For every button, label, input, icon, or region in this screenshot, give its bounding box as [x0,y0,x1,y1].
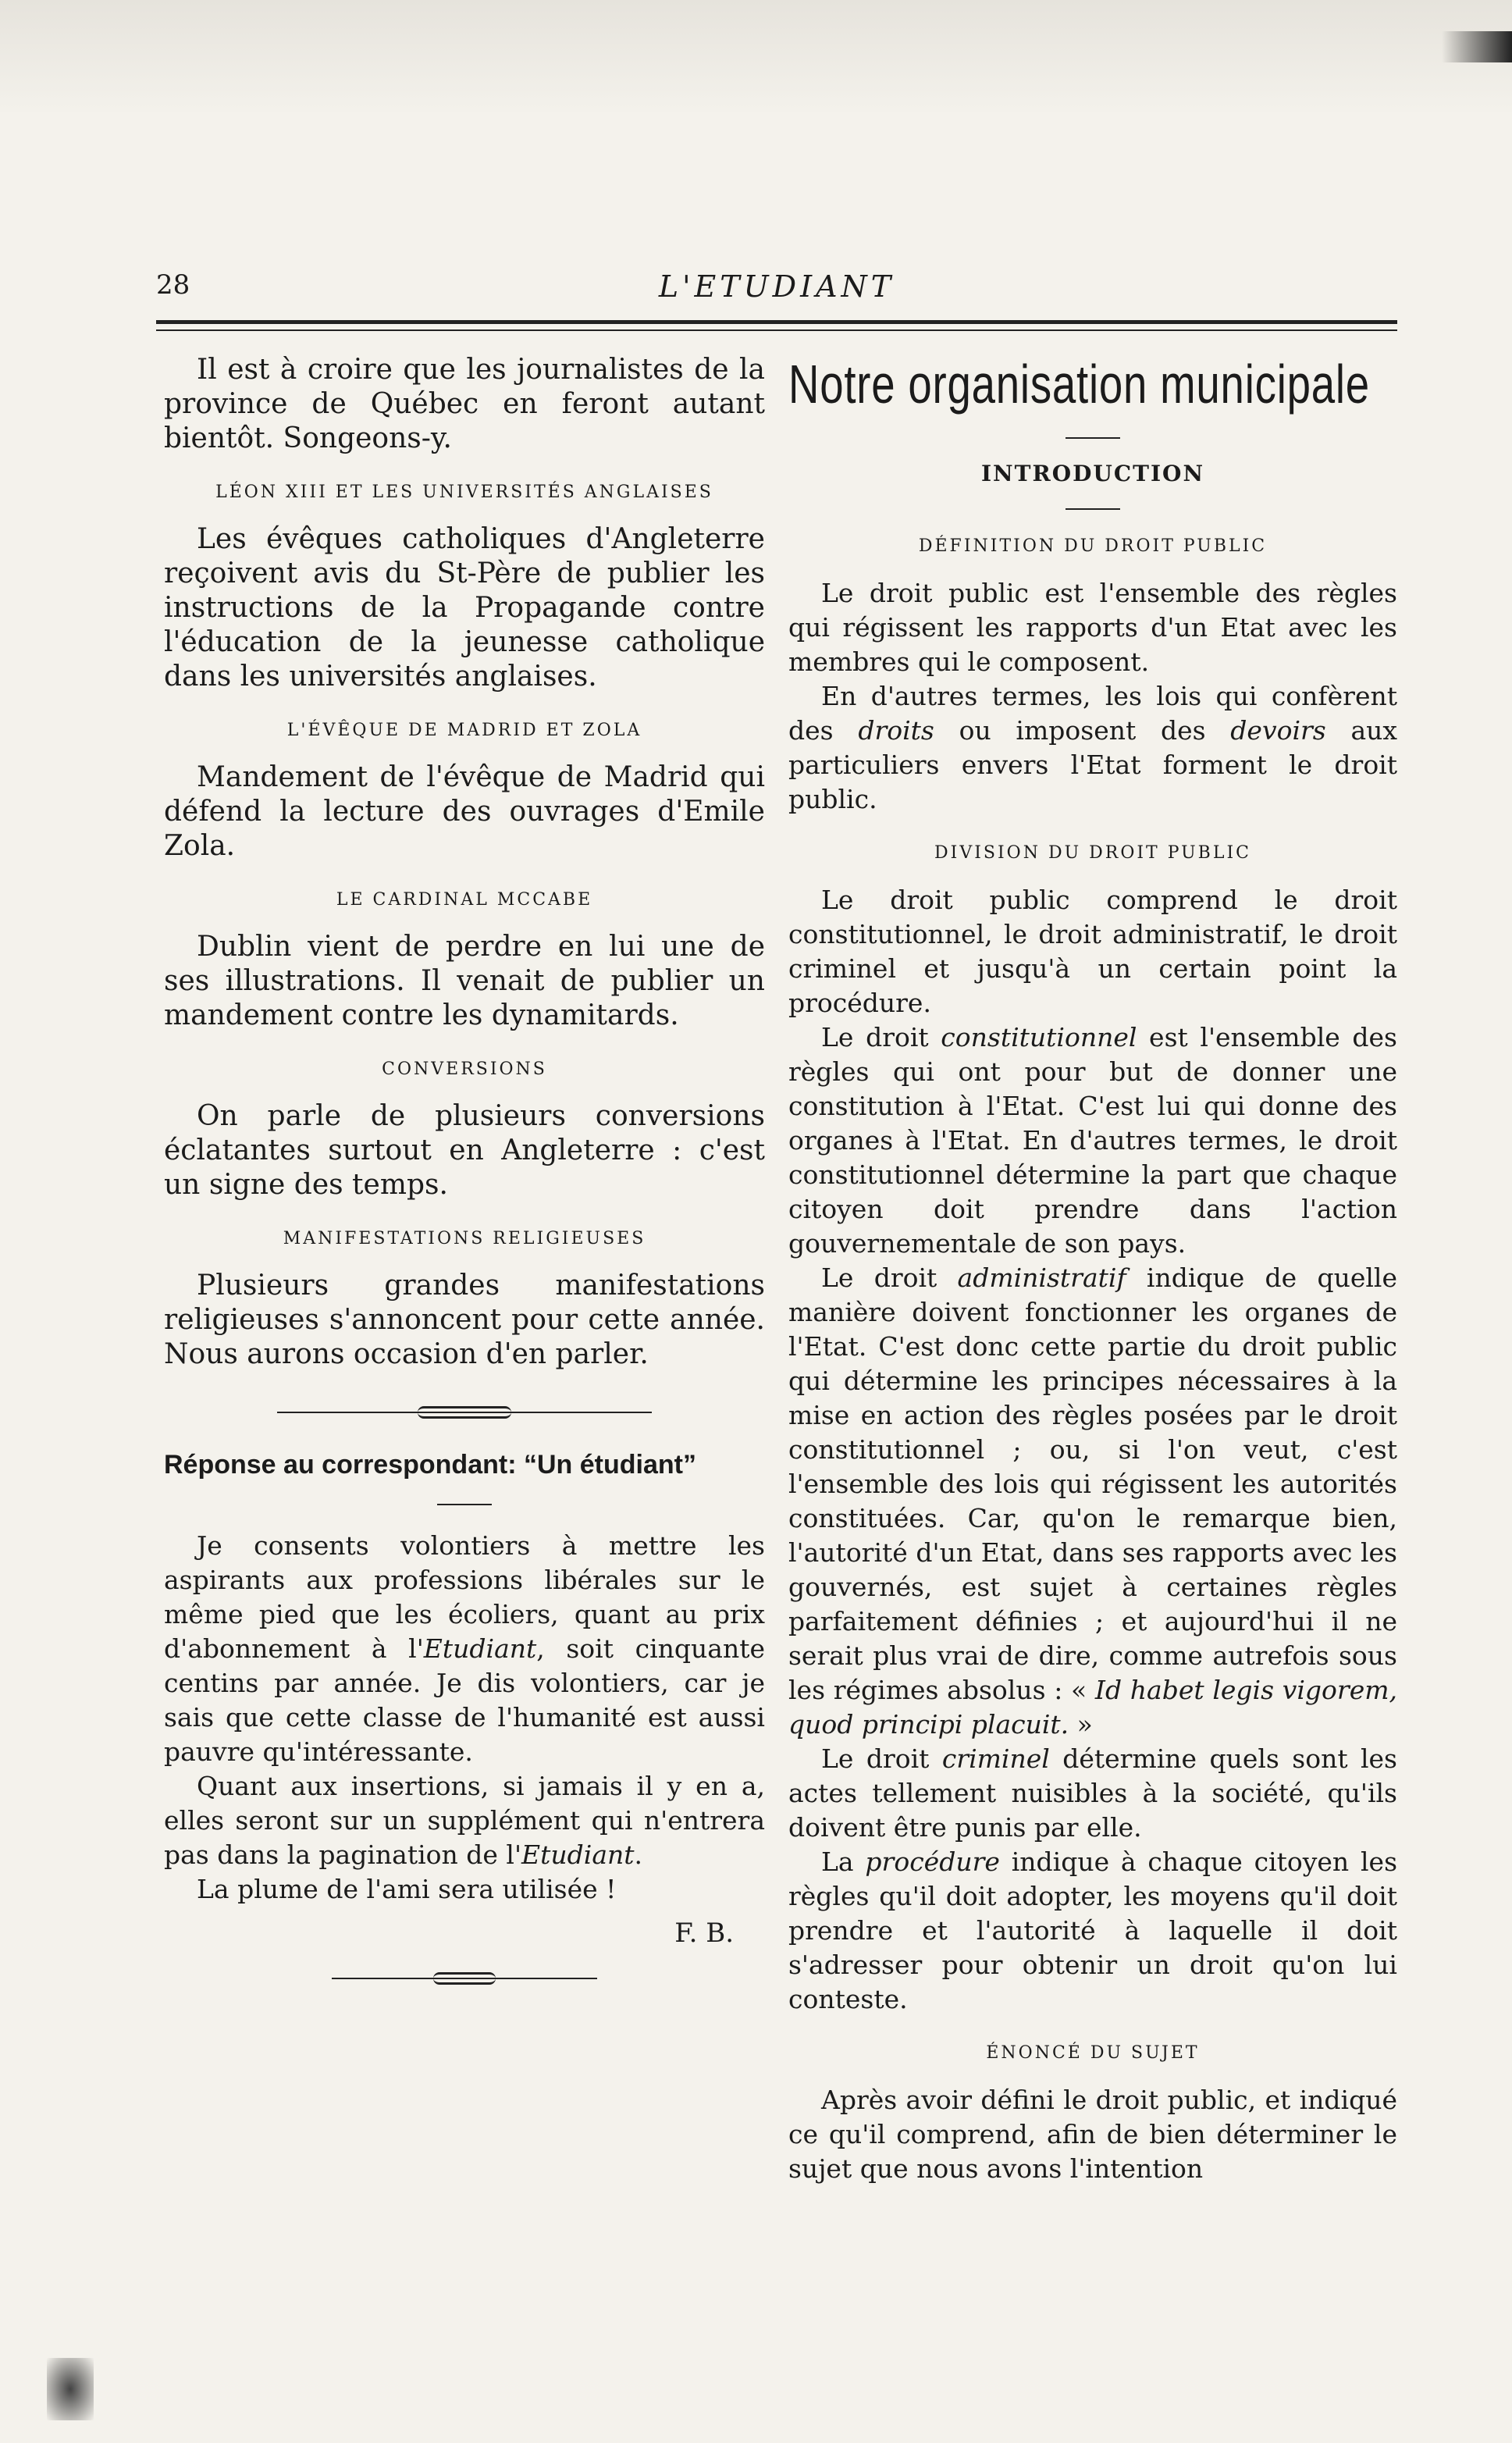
header-rule-thin [156,329,1397,331]
scan-top-band [0,0,1512,117]
section-text-conversions: On parle de plusieurs conversions éclatantes surtout en Angleterre : c'est un signe des temps. [164,1100,765,1201]
criminel-paragraph: Le droit criminel détermine quels sont les actes tellement nuisibles à la société, qu'ils doivent être punis par elle. [788,1743,1397,1843]
section-text-mccabe: Dublin vient de perdre en lui une de ses illustrations. Il venait de publier un mandement contre les dynamitards. [164,931,765,1031]
division-heading: DIVISION DU DROIT PUBLIC [934,843,1251,863]
closing-divider [332,1972,597,1985]
constitutionnel-paragraph: Le droit constitutionnel est l'ensemble des règles qui ont pour but de donner une constitution à l'Etat. C'est lui qui donne des organes à l'Etat. En d'autres termes, le droit constitutionnel détermine la part que chaque citoyen doit prendre dans l'action gouvernementale de son pays. [788,1022,1397,1259]
signature: F. B. [674,1918,734,1949]
introduction-heading: INTRODUCTION [980,461,1205,486]
administratif-paragraph: Le droit administratif indique de quelle manière doivent fonctionner les organes de l'Etat. C'est donc cette partie du droit public qui détermine les principes nécessaires à la mise en action des règles posées par le droit constitutionnel ; ou, si l'on veut, c'est l'ensemble des lois qui régissent les autorités constituées. Car, qu'on le remarque bien, l'autorité d'un Etat, dans ses rapports avec les gouvernés, est sujet à certaines règles parfaitement définies ; et aujourd'hui il ne serait plus vrai de dire, comme autrefois sous les régimes absolus : « Id habet legis vigorem, quod principi placuit. » [788,1262,1398,1740]
scan-smudge [47,2358,94,2420]
right-column [788,353,1397,2186]
short-rule [1066,508,1120,510]
section-heading-manifestations: MANIFESTATIONS RELIGIEUSES [283,1229,646,1248]
reponse-paragraph-2: Quant aux insertions, si jamais il y en a, elles seront sur un supplément qui n'entrera pas dans la pagination de l'Etudiant. [164,1771,765,1870]
division-paragraph: Le droit public comprend le droit constitutionnel, le droit administratif, le droit criminel et jusqu'à un certain point la procédure. [788,885,1397,1018]
reponse-title: Réponse au correspondant: “Un étudiant” [164,1450,696,1480]
reponse-paragraph-3: La plume de l'ami sera utilisée ! [197,1874,617,1904]
definition-paragraph-2: En d'autres termes, les lois qui confèrent des droits ou imposent des devoirs aux particuliers envers l'Etat forment le droit public. [788,681,1397,814]
ornamental-divider [277,1406,652,1419]
section-text-leon: Les évêques catholiques d'Angleterre reçoivent avis du St-Père de publier les instructions de la Propagande contre l'éducation de la jeunesse catholique dans les universités anglaises. [164,523,765,693]
header-rule-thick [156,320,1397,324]
running-title: L'ETUDIANT [658,269,895,304]
section-heading-leon: LÉON XIII ET LES UNIVERSITÉS ANGLAISES [215,483,713,502]
section-heading-mccabe: LE CARDINAL MCCABE [336,890,593,910]
definition-paragraph-1: Le droit public est l'ensemble des règles qui régissent les rapports d'un Etat avec les membres qui le composent. [788,578,1397,677]
divider-ornament [418,1406,511,1419]
scan-edge-shadow [1442,31,1512,62]
section-heading-conversions: CONVERSIONS [382,1059,547,1079]
definition-heading: DÉFINITION DU DROIT PUBLIC [918,536,1268,556]
procedure-paragraph: La procédure indique à chaque citoyen les règles qu'il doit adopter, les moyens qu'il doit prendre et l'autorité à laquelle il doit s'adresser pour obtenir un droit qu'on lui conteste. [788,1846,1398,2014]
section-text-manifestations: Plusieurs grandes manifestations religieuses s'annoncent pour cette année. Nous aurons occasion d'en parler. [164,1270,765,1370]
reponse-paragraph-1: Je consents volontiers à mettre les aspirants aux professions libérales sur le même pied que les écoliers, quant au prix d'abonnement à l'Etudiant, soit cinquante centins par année. Je dis volontiers, car je sais que cette classe de l'humanité est aussi pauvre qu'intéressante. [164,1530,765,1767]
article-title: Notre organisation municipale [788,354,1370,415]
section-text-madrid: Mandement de l'évêque de Madrid qui défend la lecture des ouvrages d'Emile Zola. [164,761,765,862]
section-heading-madrid: L'ÉVÊQUE DE MADRID ET ZOLA [286,721,642,740]
short-rule [437,1504,492,1505]
enonce-heading: ÉNONCÉ DU SUJET [986,2043,1200,2063]
left-column [164,353,765,2016]
divider-ornament [433,1972,496,1985]
page-header [156,269,1397,308]
short-rule [1066,437,1120,439]
page-number: 28 [156,269,190,301]
intro-paragraph: Il est à croire que les journalistes de la province de Québec en feront autant bientôt. Songeons-y. [164,354,765,454]
enonce-paragraph: Après avoir défini le droit public, et indiqué ce qu'il comprend, afin de bien déterminer le sujet que nous avons l'intention [788,2085,1397,2184]
